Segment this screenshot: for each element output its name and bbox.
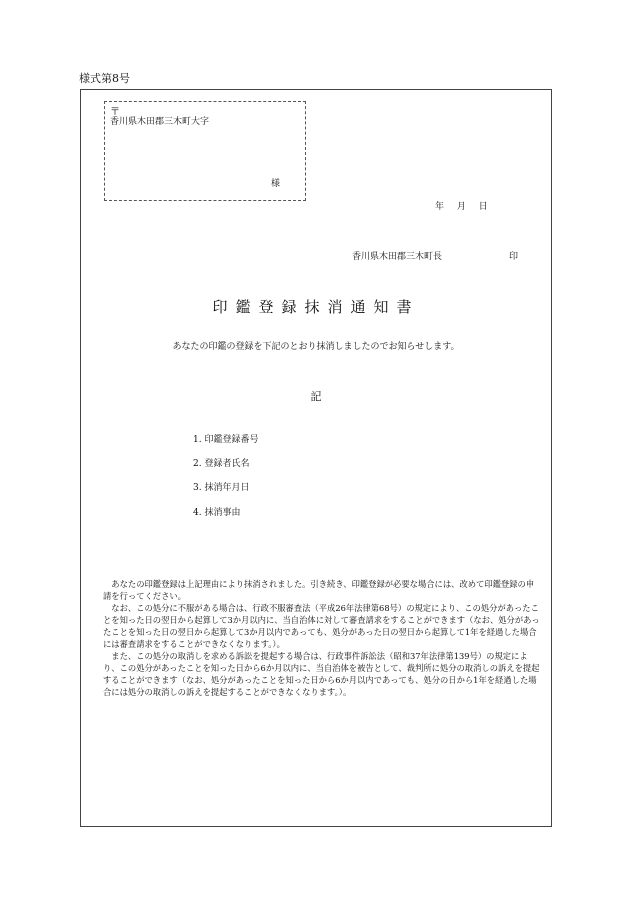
form-number: 様式第8号 bbox=[79, 72, 130, 85]
postal-mark: 〒 bbox=[110, 107, 120, 118]
recipient-honorific: 様 bbox=[271, 179, 281, 189]
recipient-address: 香川県木田郡三木町大字 bbox=[110, 117, 210, 127]
date-line: 年 月 日 bbox=[435, 202, 489, 212]
item-cancellation-reason: 4. 抹消事由 bbox=[193, 508, 241, 518]
item-registration-number: 1. 印鑑登録番号 bbox=[193, 435, 259, 445]
notice-body bbox=[103, 578, 541, 698]
intro-text: あなたの印鑑の登録を下記のとおり抹消しましたのでお知らせします。 bbox=[172, 342, 460, 352]
document-title: 印鑑登録抹消通知書 bbox=[212, 298, 420, 316]
paragraph-appeal: なお、この処分に不服がある場合は、行政不服審査法（平成26年法律第68号）の規定により、この処分があったことを知った日の翌日から起算して3か月以内に、当自治体に対して審査請求をすることができます（なお、処分があったことを知った日の翌日から起算して3か月以内であっても、処分があった日の翌日から起算して1年を経過した場合には審査請求をすることができなくなります。）。 bbox=[103, 603, 540, 649]
item-cancellation-date: 3. 抹消年月日 bbox=[193, 483, 250, 493]
paragraph-re-registration: あなたの印鑑登録は上記理由により抹消されました。引き続き、印鑑登録が必要な場合には、改めて印鑑登録の申請を行ってください。 bbox=[103, 579, 535, 601]
paragraph-lawsuit: また、この処分の取消しを求める訴訟を提起する場合は、行政事件訴訟法（昭和37年法律第139号）の規定により、この処分があったことを知った日から6か月以内に、当自治体を被告として、裁判所に処分の取消しの訴えを提起することができます（なお、処分があったことを知った日から6か月以内であっても、処分の日から1年を経過した場合には処分の取消しの訴えを提起することができなくなります。）。 bbox=[103, 651, 540, 697]
issuer-name: 香川県木田郡三木町長 bbox=[352, 252, 443, 262]
item-registrant-name: 2. 登録者氏名 bbox=[193, 459, 250, 469]
seal-mark: 印 bbox=[509, 252, 519, 262]
ki-heading: 記 bbox=[310, 390, 322, 403]
